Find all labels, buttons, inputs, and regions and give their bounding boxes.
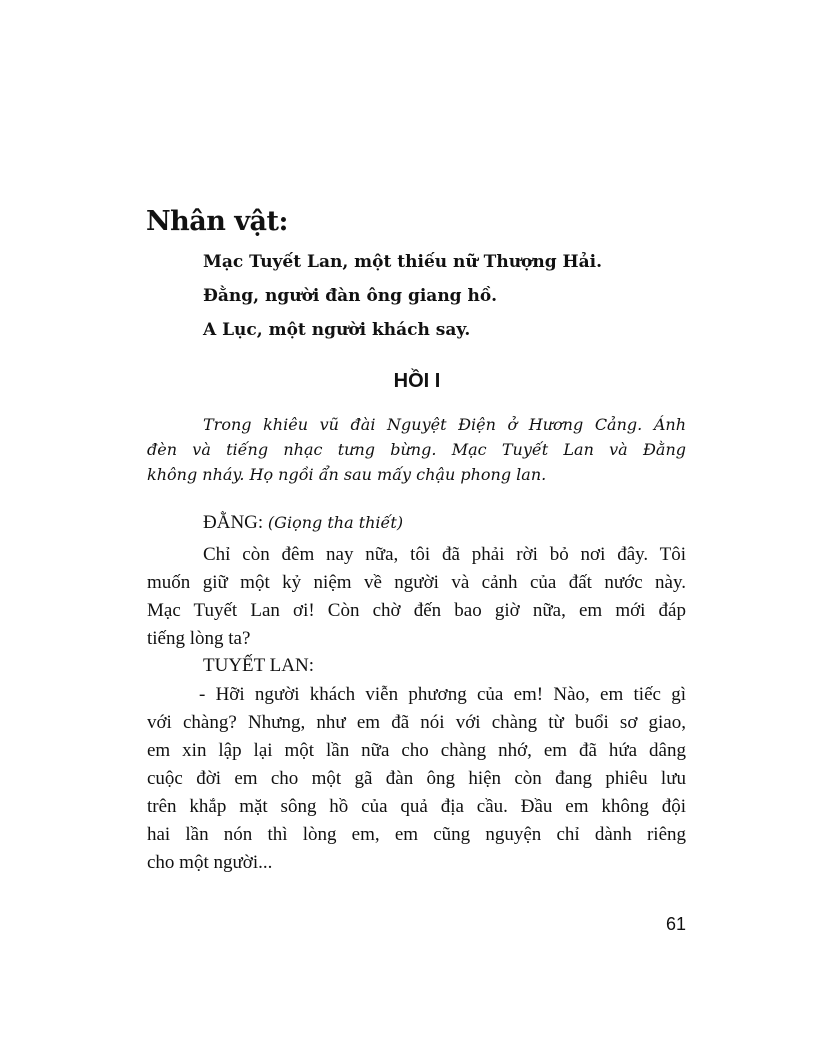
- stage-direction-line: không nháy. Họ ngồi ẩn sau mấy chậu phong lan.: [147, 465, 547, 484]
- speech-line: cuộc đời em cho một gã đàn ông hiện còn đang phiêu lưu: [147, 768, 686, 789]
- speaker-line: [203, 512, 403, 534]
- speaker-name: TUYẾT LAN:: [203, 655, 314, 676]
- speaker-direction: (Giọng tha thiết): [267, 513, 404, 532]
- act-title: HỒI I: [393, 370, 441, 392]
- speech-line: trên khắp mặt sông hồ của quả địa cầu. Đầu em không đội: [147, 796, 686, 817]
- stage-direction-line: Trong khiêu vũ đài Nguyệt Điện ở Hương Cảng. Ánh: [203, 415, 686, 434]
- speech-line: với chàng? Nhưng, như em đã nói với chàng từ buổi sơ giao,: [147, 712, 686, 733]
- speech-line: - Hỡi người khách viễn phương của em! Nào, em tiếc gì: [199, 684, 686, 705]
- speech-line: Chỉ còn đêm nay nữa, tôi đã phải rời bỏ nơi đây. Tôi: [203, 544, 686, 565]
- characters-heading: Nhân vật:: [146, 206, 288, 237]
- stage-direction-line: đèn và tiếng nhạc tưng bừng. Mạc Tuyết Lan và Đằng: [147, 440, 686, 459]
- speech-line: Mạc Tuyết Lan ơi! Còn chờ đến bao giờ nữa, em mới đáp: [147, 600, 686, 621]
- character-3: A Lục, một người khách say.: [203, 320, 471, 340]
- speech-line: hai lần nón thì lòng em, em cũng nguyện chỉ dành riêng: [147, 824, 686, 845]
- speech-line: cho một người...: [147, 852, 273, 873]
- speech-line: muốn giữ một kỷ niệm về người và cảnh của đất nước này.: [147, 572, 686, 593]
- page-number: 61: [665, 914, 686, 934]
- character-1: Mạc Tuyết Lan, một thiếu nữ Thượng Hải.: [203, 252, 603, 272]
- speaker-name: ĐẰNG:: [203, 512, 264, 533]
- speech-line: tiếng lòng ta?: [147, 628, 251, 649]
- speech-line: em xin lập lại một lần nữa cho chàng nhớ, em đã hứa dâng: [147, 740, 686, 761]
- character-2: Đằng, người đàn ông giang hồ.: [203, 286, 498, 306]
